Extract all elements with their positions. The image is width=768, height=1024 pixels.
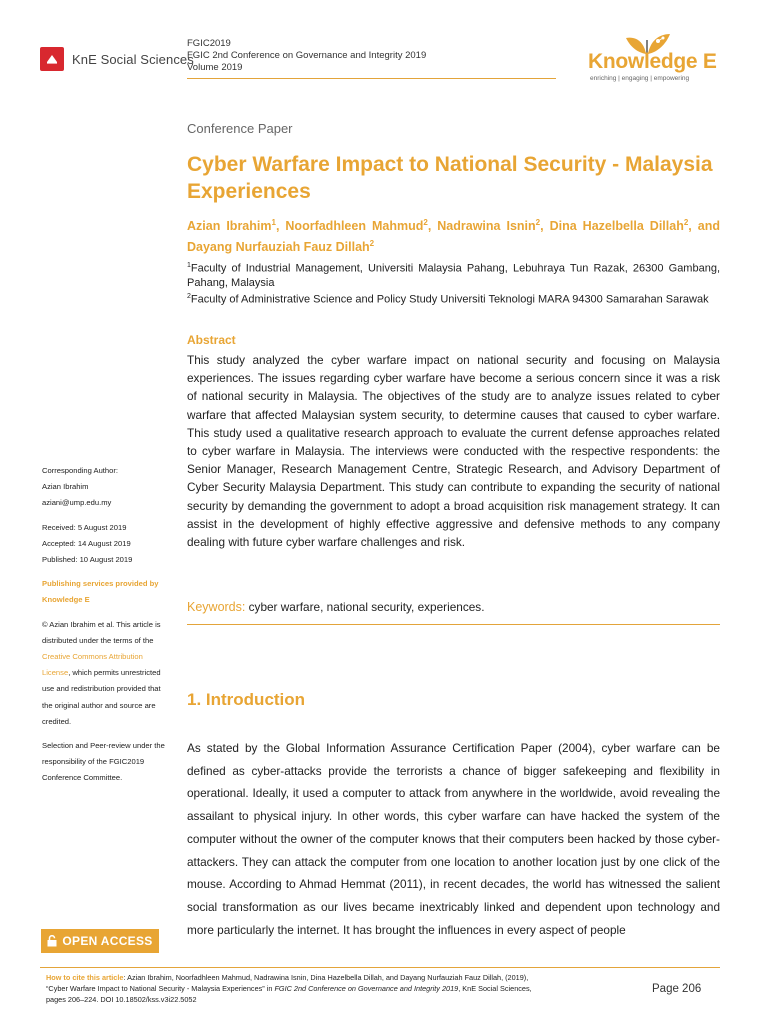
- author-affiliation-mark: 2: [683, 218, 689, 227]
- publisher-name: KnE Social Sciences: [72, 51, 194, 67]
- abstract-heading: Abstract: [187, 333, 236, 347]
- author-name: Nadrawina Isnin: [437, 219, 536, 234]
- open-access-label: OPEN ACCESS: [62, 934, 153, 948]
- cite-tail: , KnE Social Sciences,: [458, 984, 532, 993]
- keywords-divider: [187, 624, 720, 625]
- kne-logo-icon: [40, 47, 64, 71]
- conference-code: FGIC2019: [187, 38, 231, 49]
- affiliation-text: Faculty of Administrative Science and Policy Study Universiti Teknologi MARA 94300 Samarahan Sarawak: [190, 293, 709, 306]
- cite-label: How to cite this article: [46, 973, 124, 982]
- license-text-start: © Azian Ibrahim et al. This article is distributed under the terms of the: [42, 619, 161, 645]
- affiliation-text: Faculty of Industrial Management, Universiti Malaysia Pahang, Lebuhraya Tun Razak, 26300 Gambang, Pahang, Malaysia: [187, 262, 720, 289]
- received-date: Received: 5 August 2019: [42, 522, 127, 532]
- license-statement: [42, 617, 172, 730]
- brand-name: Knowledge E: [588, 50, 717, 73]
- cite-venue: FGIC 2nd Conference on Governance and Integrity 2019: [274, 984, 459, 993]
- footer-divider: [40, 967, 720, 968]
- author-name: Dayang Nurfauziah Fauz Dillah: [187, 240, 370, 255]
- author-name: Azian Ibrahim: [187, 219, 272, 234]
- cite-title: “Cyber Warfare Impact to National Security - Malaysia Experiences” in: [46, 984, 275, 993]
- corresponding-author-name: Azian Ibrahim: [42, 482, 89, 492]
- cite-authors: : Azian Ibrahim, Noorfadhleen Mahmud, Nadrawina Isnin, Dina Hazelbella Dillah, and Dayang Nurfauziah Fauz Dillah, (2019),: [123, 973, 529, 982]
- keywords-label: Keywords:: [187, 600, 246, 614]
- volume: Volume 2019: [187, 62, 243, 73]
- peer-review-note: Selection and Peer-review under the responsibility of the FGIC2019 Conference Committee.: [42, 741, 165, 783]
- page-number: Page 206: [652, 983, 702, 995]
- published-date: Published: 10 August 2019: [42, 555, 133, 565]
- corresponding-author-label: Corresponding Author:: [42, 466, 118, 475]
- corresponding-author-email[interactable]: aziani@ump.edu.my: [42, 498, 112, 508]
- publishing-services: Publishing services provided by Knowledge E: [42, 579, 159, 605]
- article-title: Cyber Warfare Impact to National Security - Malaysia Experiences: [187, 153, 713, 203]
- cite-pages[interactable]: pages 206–224. DOI 10.18502/kss.v3i22.5052: [46, 995, 197, 1004]
- introduction-text: As stated by the Global Information Assurance Certification Paper (2004), cyber warfare can be defined as cyber-attacks provide the terrorists a chance of bigger safekeeping and flexibility in operational. Ideally, it used a computer to attack from anywhere in the worldwide, avoid revealing the assailant to physical injury. In other words, this cyber warfare can have hacked the system of the computer without the owner of the computer knows that their computers been hacked by those cyber-attackers. They can attack the computer from one location to another location just by one click of the mouse. According to Ahmad Hemmat (2011), in recent decades, the world has witnessed the salient social transformation as our lives became inextricably linked and dependent upon technology and more particularly the internet. It has brought the influences in every aspect of people: [187, 741, 720, 937]
- brand-tagline: enriching | engaging | empowering: [590, 75, 690, 82]
- author-name: Noorfadhleen Mahmud: [285, 219, 424, 234]
- header-divider: [187, 78, 556, 79]
- article-info-sidebar: [42, 463, 172, 787]
- author-name: Dina Hazelbella Dillah: [549, 219, 684, 234]
- header-meta: [187, 38, 426, 74]
- author-list: Azian Ibrahim$^1$, Noorfadhleen Mahmud$^2$, Nadrawina Isnin$^2$, Dina Hazelbella Dillah$^2$, and Dayang Nurfauziah Fauz Dillah$^2$: [187, 218, 720, 255]
- abstract-text: This study analyzed the cyber warfare impact on national security and focusing on Malaysia experiences. The issues regarding cyber warfare have become a serious concern since it was a risk of national security in Malaysia. The objectives of the study are to analyze issues related to cyber warfare that affected Malaysian system security, to determine causes that caused to cyber warfare. This study used a qualitative research approach to evaluate the current defense approaches related to cyber warfare in Malaysia. The interviews were conducted with the respective respondents: the Senior Manager, Research Management Centre, Strategic Research, and Advisory Department of Cyber Security Malaysia Department. This study can contribute to expanding the security of national security by demanding the government to adopt a broad acquisition risk management strategy. It can assist in the development of highly effective aggressive and defensive methods to any company dealing with future cyber warfare challenges and risk.: [187, 353, 720, 550]
- affiliation-number: 1: [187, 262, 191, 269]
- license-link[interactable]: Creative Commons Attribution License: [42, 652, 143, 678]
- citation-footer: [46, 972, 646, 1005]
- keywords: [187, 600, 484, 614]
- affiliation-item: [187, 290, 720, 307]
- author-affiliation-mark: 2: [369, 239, 375, 249]
- accepted-date: Accepted: 14 August 2019: [42, 538, 131, 548]
- author-affiliation-mark: 2: [423, 218, 428, 227]
- author-affiliation-mark: 1: [271, 218, 276, 227]
- article-type: Conference Paper: [187, 121, 293, 136]
- author-affiliation-mark: 2: [535, 218, 541, 227]
- affiliation-number: 2: [187, 292, 191, 300]
- keywords-text: cyber warfare, national security, experiences.: [248, 600, 485, 614]
- affiliations: [187, 259, 720, 306]
- section-heading-introduction: 1. Introduction: [187, 690, 306, 709]
- conference-name: FGIC 2nd Conference on Governance and Integrity 2019: [187, 50, 427, 61]
- affiliation-item: [187, 259, 720, 290]
- license-text-end: , which permits unrestricted use and redistribution provided that the original author and source are credited.: [42, 668, 161, 726]
- open-access-badge: [41, 929, 159, 953]
- lock-icon: [47, 935, 57, 947]
- kne-social-sciences-logo: [40, 47, 194, 71]
